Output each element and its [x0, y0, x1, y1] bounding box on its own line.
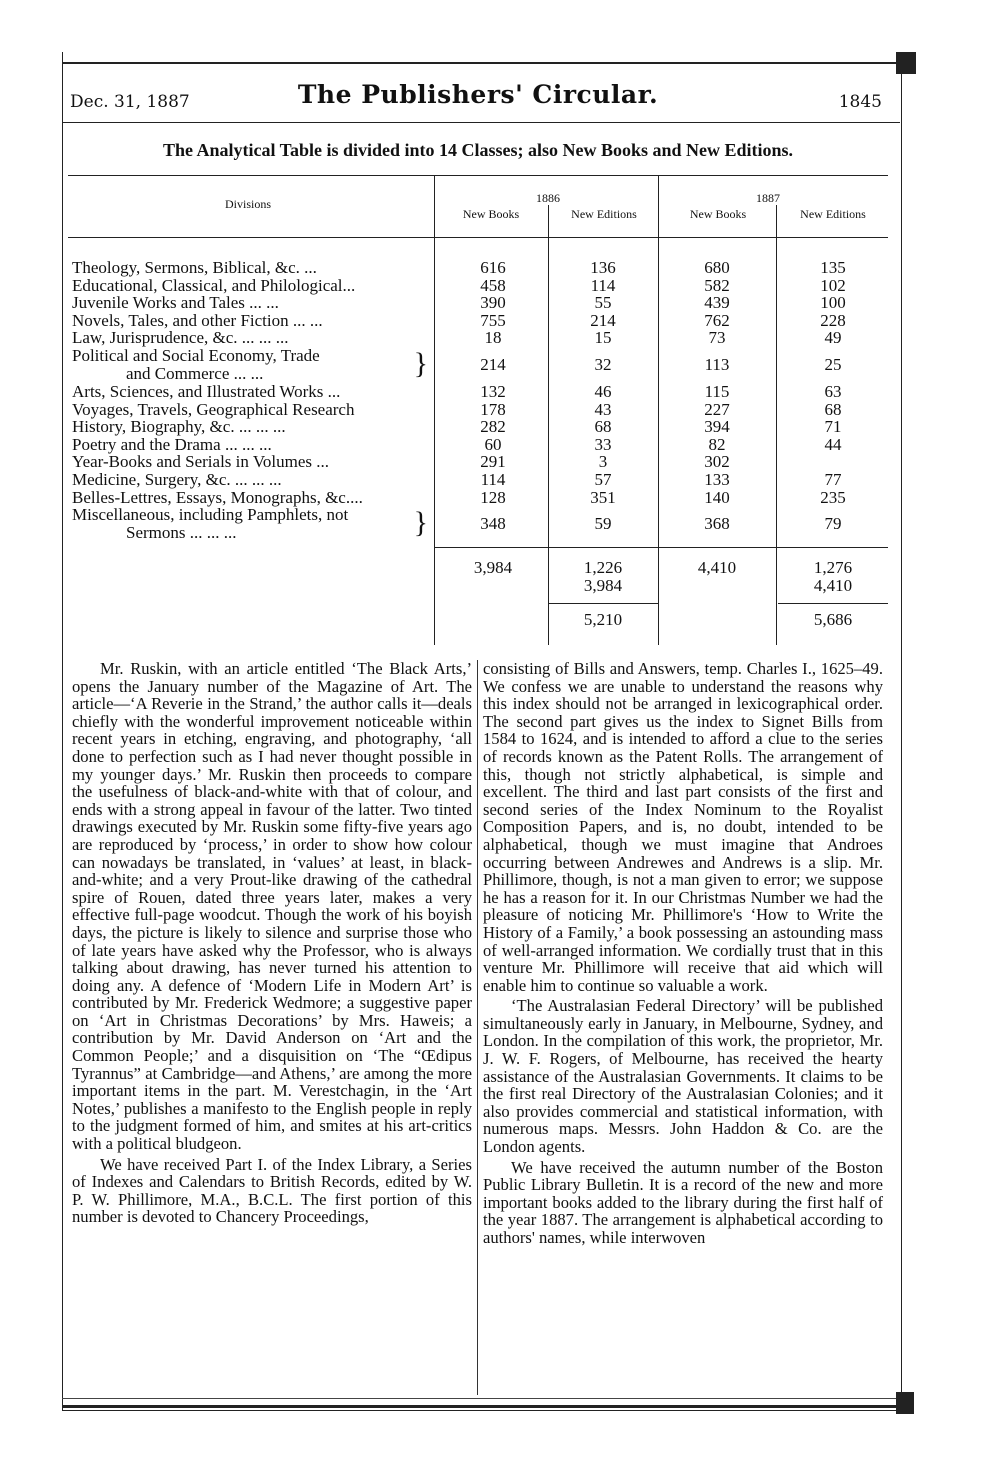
- new-books-header: New Books: [689, 207, 747, 221]
- count-cell: 214: [590, 310, 616, 330]
- totals-rule: [434, 547, 888, 548]
- division-label: [72, 294, 432, 312]
- count-cell: 25: [824, 355, 842, 374]
- table-top-rule: [68, 175, 888, 176]
- count-cell: 114: [590, 275, 616, 295]
- count-cell: 762: [704, 310, 730, 330]
- count-cell: 60: [484, 434, 502, 454]
- division-label: [72, 347, 432, 383]
- division-label-line: Voyages, Travels, Geographical Research: [72, 399, 355, 419]
- article-paragraph: We have received Part I. of the Index Library, a Series of Indexes and Calendars to British Records, edited by W. P. W. Phillimore, M.A., B.C.L. The first portion of this number is devoted to Chancery Proceedings,: [72, 1154, 472, 1227]
- count-cell: 71: [824, 417, 842, 437]
- division-label-line: Sermons ... ... ...: [126, 523, 237, 543]
- division-label-line: History, Biography, &c. ... ... ...: [72, 417, 286, 437]
- division-label-line: Arts, Sciences, and Illustrated Works ...: [72, 382, 341, 401]
- total-cell: 4,410: [697, 558, 737, 577]
- count-cell: 73: [708, 328, 726, 348]
- grand-rule: [778, 603, 888, 604]
- count-cell: 77: [824, 470, 842, 489]
- division-label: [72, 453, 432, 471]
- article-paragraph: Mr. Ruskin, with an article entitled ‘The Black Arts,’ opens the January number of the Magazine of Art. The article—‘A Reverie in the Strand,’ the author calls it—deals chiefly with the wonderful improvement noticeable within recent years in etching, engraving, and photography, ‘all done to perfection such as I had never thought possible in my younger days.’ Mr. Ruskin then proceeds to compare the usefulness of black-and-white with that of colour, and ends with a strong appeal in favour of the latter. Two tinted drawings executed by Mr. Ruskin some fifty-five years ago are reproduced by ‘process,’ in order to show how colour can nowadays be translated, in ‘values’ at least, in black-and-white; and a very Prout-like drawing of the cathedral spire of Rouen, dated three years later, makes a very effective full-page woodcut. Though the work of his boyish days, the picture is likely to silence and surprise those who of late years have asked why the Professor, who is always talking about drawing, has never turned his attention to doing any. A defence of ‘Modern Life in Modern Art’ is contributed by Mr. Frederick Wedmore; a suggestive paper on ‘Art in Christmas Decorations’ by Mrs. Haweis; a contribution by Mr. David Anderson on ‘Art and the Common People;’ and a disquisition on ‘The “Œdipus Tyrannus” at Cambridge—and Athens,’ are among the more important items in the part. M. Verestchagin, in the ‘Art Notes,’ publishes a manifesto to the English people in reply to the judgment formed of him, and smites at his art-critics with a political bludgeon.: [72, 659, 472, 1154]
- brace-icon: }: [413, 347, 428, 380]
- total-cell: 3,984: [473, 558, 513, 577]
- count-cell: 114: [480, 470, 506, 489]
- division-label: [72, 277, 432, 295]
- count-cell: 178: [480, 399, 506, 419]
- count-cell: 3: [598, 452, 608, 472]
- total-cell: 4,410: [813, 576, 853, 595]
- division-label-line: Educational, Classical, and Philological...: [72, 275, 356, 295]
- article-paragraph: ‘The Australasian Federal Directory’ will be published simultaneously early in January, in Melbourne, Sydney, and London. In the compilation of this work, the proprietor, Mr. J. W. F. Rogers, of Melbourne, has received the hearty assistance of the Australasian Governments. It claims to be the first real Directory of the Australasian Colonies; and it also provides commercial and statistical information, with numerous maps. Messrs. John Haddon & Co. are the London agents.: [483, 996, 883, 1157]
- year-1886-header: 1886: [536, 191, 560, 205]
- count-cell: 282: [480, 417, 506, 437]
- division-label: [72, 383, 432, 401]
- page-header: [68, 80, 888, 120]
- division-label: [72, 418, 432, 436]
- grand-rule: [548, 603, 658, 604]
- count-cell: 228: [820, 310, 846, 330]
- new-editions-header: New Editions: [800, 207, 866, 221]
- count-cell: 227: [704, 399, 730, 419]
- grand-total-cell: 5,686: [813, 610, 853, 629]
- count-cell: 439: [704, 293, 730, 313]
- division-label-line: and Commerce ... ...: [126, 364, 264, 383]
- count-cell: 135: [820, 258, 846, 277]
- count-cell: 214: [480, 355, 506, 374]
- division-label: [72, 259, 432, 277]
- division-label: [72, 436, 432, 454]
- division-label-line: Medicine, Surgery, &c. ... ... ...: [72, 470, 282, 489]
- count-cell: 458: [480, 275, 506, 295]
- header-date: Dec. 31, 1887: [70, 92, 190, 112]
- count-cell: 132: [480, 382, 506, 401]
- count-cell: 680: [704, 258, 730, 277]
- bottom-rule-thin: [62, 1398, 902, 1399]
- count-cell: 582: [704, 275, 730, 295]
- division-label-line: Miscellaneous, including Pamphlets, not: [72, 505, 349, 525]
- division-label: [72, 506, 432, 542]
- count-cell: 100: [820, 293, 846, 313]
- article-paragraph: consisting of Bills and Answers, temp. Charles I., 1625–49. We confess we are unable to understand the reasons why this index should not be arranged in lexicographical order. The second part gives us the index to Signet Bills from 1584 to 1624, and is intended to afford a clue to the series of records known as the Patent Rolls. The arrangement of this, though not strictly alphabetical, is simple and excellent. The third and last part consists of the first and second series of the Index Nominum to the Royalist Composition Papers, and is, no doubt, intended to be alphabetical, though we must imagine that Androes occurring between Andrewes and Andrews is a slip. Mr. Phillimore, though, is not a man given to error; we suppose he has a reason for it. In our Christmas Number we had the pleasure of noticing Mr. Phillimore's ‘How to Write the History of a Family,’ a book possessing an astounding mass of well-arranged information. We cordially trust that in this venture Mr. Phillimore will receive that aid which will enable him to continue so valuable a work.: [483, 659, 883, 995]
- count-cell: 68: [824, 399, 842, 419]
- count-cell: 15: [594, 328, 612, 348]
- division-label-line: Poetry and the Drama ... ... ...: [72, 434, 272, 454]
- count-cell: 235: [820, 487, 846, 507]
- division-label: [72, 401, 432, 419]
- count-cell: 32: [594, 355, 612, 374]
- count-cell: 368: [704, 514, 730, 534]
- table-head-rule: [68, 237, 888, 238]
- division-label: [72, 471, 432, 489]
- count-cell: 133: [704, 470, 730, 489]
- left-article-column: [72, 660, 472, 1226]
- division-label-line: Novels, Tales, and other Fiction ... ...: [72, 310, 323, 330]
- count-cell: 113: [704, 355, 730, 374]
- page-number: 1845: [838, 92, 882, 112]
- count-cell: 59: [594, 514, 612, 534]
- division-label-line: Juvenile Works and Tales ... ...: [72, 293, 279, 313]
- divisions-header: Divisions: [224, 197, 271, 211]
- right-article-column: [483, 660, 883, 1247]
- division-label: [72, 312, 432, 330]
- division-label: [72, 329, 432, 347]
- bottom-rule: [62, 1405, 902, 1408]
- count-cell: 348: [480, 514, 506, 534]
- count-cell: 128: [480, 487, 506, 507]
- header-rule: [62, 122, 900, 123]
- total-cell: 1,226: [583, 558, 623, 577]
- grand-total-cell: 5,210: [583, 610, 623, 629]
- col-divider: [776, 205, 777, 645]
- year-1887-header: 1887: [756, 191, 780, 205]
- count-cell: 291: [480, 452, 506, 472]
- division-label-line: Political and Social Economy, Trade: [72, 346, 320, 365]
- count-cell: 394: [704, 417, 730, 437]
- new-books-header: New Books: [462, 207, 520, 221]
- brace-icon: }: [413, 506, 428, 540]
- masthead-title: The Publishers' Circular.: [297, 80, 659, 109]
- new-editions-header: New Editions: [571, 207, 637, 221]
- count-cell: 136: [590, 258, 616, 277]
- article-paragraph: We have received the autumn number of the Boston Public Library Bulletin. It is a record of the new and more important books added to the library during the first half of the year 1887. The arrangement is alphabetical according to authors' names, while interwoven: [483, 1157, 883, 1247]
- column-divider: [477, 660, 478, 1395]
- count-cell: 102: [820, 275, 846, 295]
- count-cell: 351: [590, 487, 616, 507]
- division-label-line: Law, Jurisprudence, &c. ... ... ...: [72, 328, 289, 348]
- count-cell: 390: [480, 293, 506, 313]
- col-divider: [658, 175, 659, 645]
- division-label-line: Belles-Lettres, Essays, Monographs, &c....: [72, 487, 363, 507]
- analytical-table: [68, 175, 888, 645]
- corner-mark: [896, 52, 916, 74]
- corner-mark: [896, 1392, 914, 1414]
- count-cell: 44: [824, 434, 842, 454]
- division-label-line: Theology, Sermons, Biblical, &c. ...: [72, 258, 317, 277]
- count-cell: 68: [594, 417, 612, 437]
- count-cell: 33: [594, 434, 612, 454]
- division-label: [72, 489, 432, 507]
- count-cell: 302: [704, 452, 730, 472]
- division-label-line: Year-Books and Serials in Volumes ...: [72, 452, 330, 472]
- col-divider: [434, 175, 435, 645]
- count-cell: 755: [480, 310, 506, 330]
- count-cell: 63: [824, 382, 842, 401]
- table-caption: The Analytical Table is divided into 14 Classes; also New Books and New Editions.: [162, 140, 794, 160]
- count-cell: 49: [824, 328, 842, 348]
- count-cell: 46: [594, 382, 612, 401]
- count-cell: 55: [594, 293, 612, 313]
- count-cell: 82: [708, 434, 726, 454]
- count-cell: 140: [704, 487, 730, 507]
- count-cell: 57: [594, 470, 612, 489]
- count-cell: 43: [594, 399, 612, 419]
- count-cell: 115: [704, 382, 730, 401]
- count-cell: 79: [824, 514, 842, 534]
- total-cell: 1,276: [813, 558, 853, 577]
- count-cell: 616: [480, 258, 506, 277]
- count-cell: 18: [484, 328, 502, 348]
- top-rule: [62, 62, 900, 64]
- total-cell: 3,984: [583, 576, 623, 595]
